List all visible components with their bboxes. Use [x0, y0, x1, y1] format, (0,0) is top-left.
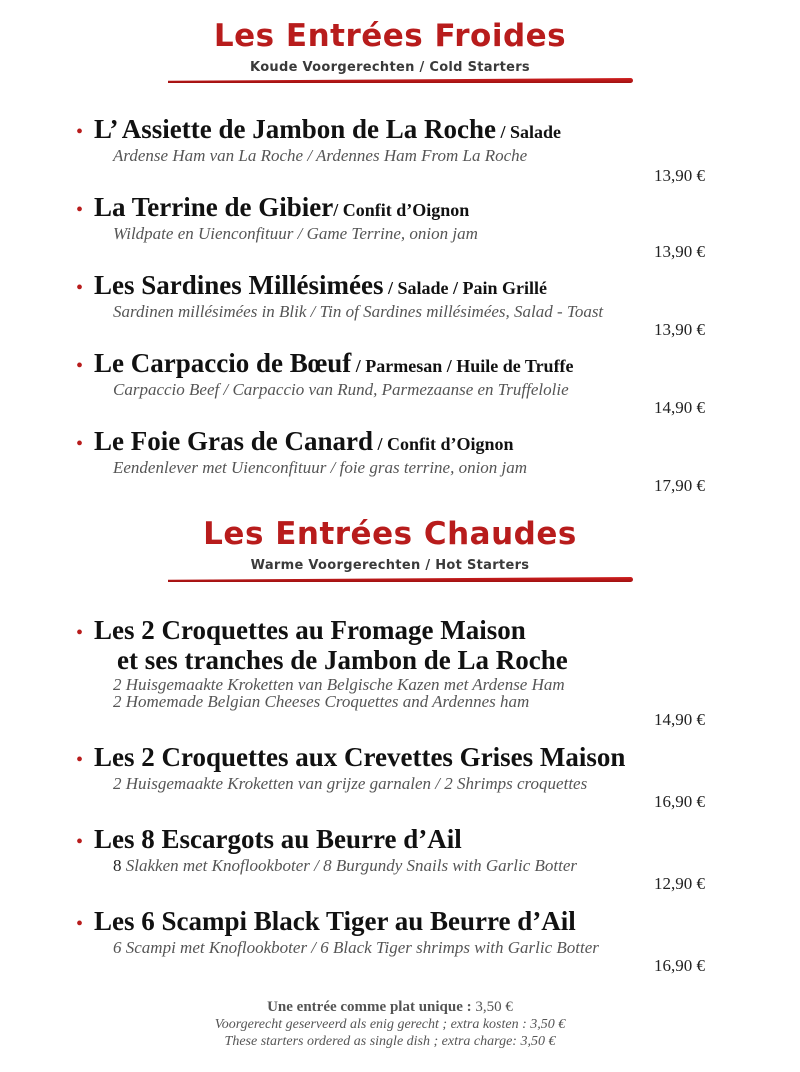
dish-price: 13,90 €: [654, 166, 705, 185]
dish-name: Les Sardines Millésimées / Salade / Pain Grillé: [94, 270, 547, 300]
bullet-icon: •: [76, 433, 84, 455]
footer-line-en: These starters ordered as single dish ; extra charge: 3,50 €: [224, 1034, 556, 1049]
bullet-icon: •: [76, 355, 84, 377]
dish-price: 16,90 €: [654, 792, 705, 811]
section-subtitle-hot: Warme Voorgerechten / Hot Starters: [250, 558, 530, 573]
bullet-icon: •: [76, 277, 84, 299]
dish-description: Wildpate en Uienconfituur / Game Terrine, onion jam: [113, 224, 478, 243]
dish-name: Les 2 Croquettes aux Crevettes Grises Maison: [94, 742, 626, 772]
dish-price: 14,90 €: [654, 710, 705, 729]
dish-price: 13,90 €: [654, 242, 705, 261]
bullet-icon: •: [76, 749, 84, 771]
dish-name: L’ Assiette de Jambon de La Roche / Salade: [94, 114, 562, 144]
section-title-cold: Les Entrées Froides: [213, 18, 567, 54]
dish-name: Le Foie Gras de Canard / Confit d’Oignon: [94, 426, 514, 456]
dish-description: Carpaccio Beef / Carpaccio van Rund, Parmezaanse en Truffelolie: [113, 380, 569, 399]
dish-description: 6 Scampi met Knoflookboter / 6 Black Tiger shrimps with Garlic Botter: [113, 938, 599, 957]
bullet-icon: •: [76, 199, 84, 221]
dish-name: Le Carpaccio de Bœuf / Parmesan / Huile de Truffe: [94, 348, 574, 378]
bullet-icon: •: [76, 121, 84, 143]
section-divider: [168, 577, 633, 582]
dish-description: 2 Huisgemaakte Kroketten van grijze garnalen / 2 Shrimps croquettes: [113, 774, 588, 793]
section-subtitle-cold: Koude Voorgerechten / Cold Starters: [250, 60, 530, 75]
footer-note: [0, 999, 780, 1050]
dish-name: Les 6 Scampi Black Tiger au Beurre d’Ail: [94, 906, 576, 936]
footer-line-nl: Voorgerecht geserveerd als enig gerecht ; extra kosten : 3,50 €: [214, 1017, 566, 1032]
dish-description: 8 Slakken met Knoflookboter / 8 Burgundy Snails with Garlic Botter: [113, 856, 577, 875]
dish-description: Eendenlever met Uienconfituur / foie gras terrine, onion jam: [113, 458, 528, 477]
bullet-icon: •: [76, 913, 84, 935]
dish-name: Les 8 Escargots au Beurre d’Ail: [94, 824, 462, 854]
dish-description-line2: 2 Homemade Belgian Cheeses Croquettes and Ardennes ham: [113, 692, 530, 711]
dish-name-line2: et ses tranches de Jambon de La Roche: [117, 645, 568, 675]
dish-description: Ardense Ham van La Roche / Ardennes Ham From La Roche: [113, 146, 528, 165]
dish-description: Sardinen millésimées in Blik / Tin of Sardines millésimées, Salad - Toast: [113, 302, 604, 321]
dish-name: La Terrine de Gibier/ Confit d’Oignon: [94, 192, 470, 222]
dish-price: 17,90 €: [654, 476, 705, 495]
bullet-icon: •: [76, 831, 84, 853]
dish-price: 14,90 €: [654, 398, 705, 417]
dish-description: 2 Huisgemaakte Kroketten van Belgische Kazen met Ardense Ham: [113, 675, 565, 694]
dish-price: 13,90 €: [654, 320, 705, 339]
section-divider: [168, 78, 633, 83]
section-title-hot: Les Entrées Chaudes: [203, 516, 577, 552]
dish-name: Les 2 Croquettes au Fromage Maison: [94, 615, 526, 645]
bullet-icon: •: [76, 622, 84, 644]
footer-headline: Une entrée comme plat unique : 3,50 €: [267, 999, 513, 1015]
dish-price: 16,90 €: [654, 956, 705, 975]
dish-price: 12,90 €: [654, 874, 705, 893]
